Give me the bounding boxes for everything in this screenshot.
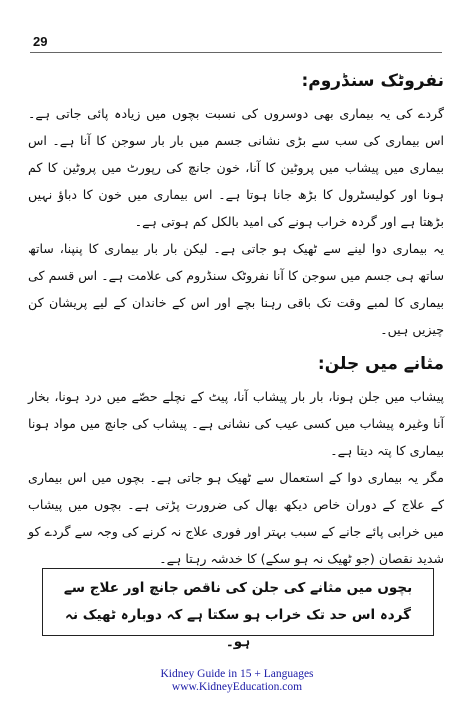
footer: [0, 668, 474, 694]
section-bladder: [28, 351, 444, 572]
section-heading-bladder: مثانے میں جلن:: [317, 354, 444, 374]
paragraph-bladder-1: پیشاب میں جلن ہونا، بار بار پیشاب آنا، پیٹ کے نچلے حصّے میں درد ہونا، بخار آنا وغیرہ پیشاب میں کسی عیب کی نشانی ہے۔ پیشاب کی جانچ میں مواد ہونا بیماری کا پتہ دیتا ہے۔: [28, 389, 444, 458]
footer-guide-title: Kidney Guide in 15 + Languages: [160, 668, 314, 680]
page-content: [28, 64, 444, 572]
paragraph-nephrotic-1: گردے کی یہ بیماری بھی دوسروں کی نسبت بچوں میں زیادہ پائی جاتی ہے۔ اس بیماری کی سب سے بڑی نشانی جسم میں بار بار سوجن کا آنا ہے۔ اس بیماری میں پیشاب میں پروٹین کا آنا، خون جانچ کی رپورٹ میں پروٹین کا کم ہونا اور کولیسٹرول کا بڑھ جانا ہوتا ہے۔ اس بیماری میں خون کا دباؤ نہیں بڑھتا ہے اور گردہ خراب ہونے کی امید بالکل کم ہوتی ہے۔: [28, 106, 444, 229]
paragraph-nephrotic-2: یہ بیماری دوا لینے سے ٹھیک ہو جاتی ہے۔ لیکن بار بار بیماری کا پنپنا، ساتھ ساتھ ہی جسم میں سوجن کا آنا نفروٹک سنڈروم کی علامت ہے۔ اس قسم کی بیماری کا لمبے وقت تک باقی رہنا بچے اور اس کے خاندان کے لیے پریشان کن چیزیں ہیں۔: [28, 241, 444, 337]
header-divider: [30, 52, 442, 53]
paragraph-bladder-2: مگر یہ بیماری دوا کے استعمال سے ٹھیک ہو جاتی ہے۔ بچوں میں اس بیماری کے علاج کے دوران خاص دیکھ بھال کی ضرورت پڑتی ہے۔ بچوں میں پیشاب میں خرابی پائے جانے کے سبب بہتر اور فوری علاج نہ کرنے کی وجہ سے گردے کو شدید نقصان (جو ٹھیک نہ ہو سکے) کا خدشہ رہتا ہے۔: [28, 470, 444, 566]
section-heading-nephrotic: نفروٹک سنڈروم:: [301, 71, 444, 91]
page-number: 29: [33, 34, 48, 49]
footer-website-link[interactable]: www.KidneyEducation.com: [171, 681, 303, 693]
callout-box: بچوں میں مثانے کی جلن کی ناقص جانچ اور علاج سے گردہ اس حد تک خراب ہو سکتا ہے کہ دوبارہ ٹھیک نہ ہو۔: [42, 568, 434, 636]
